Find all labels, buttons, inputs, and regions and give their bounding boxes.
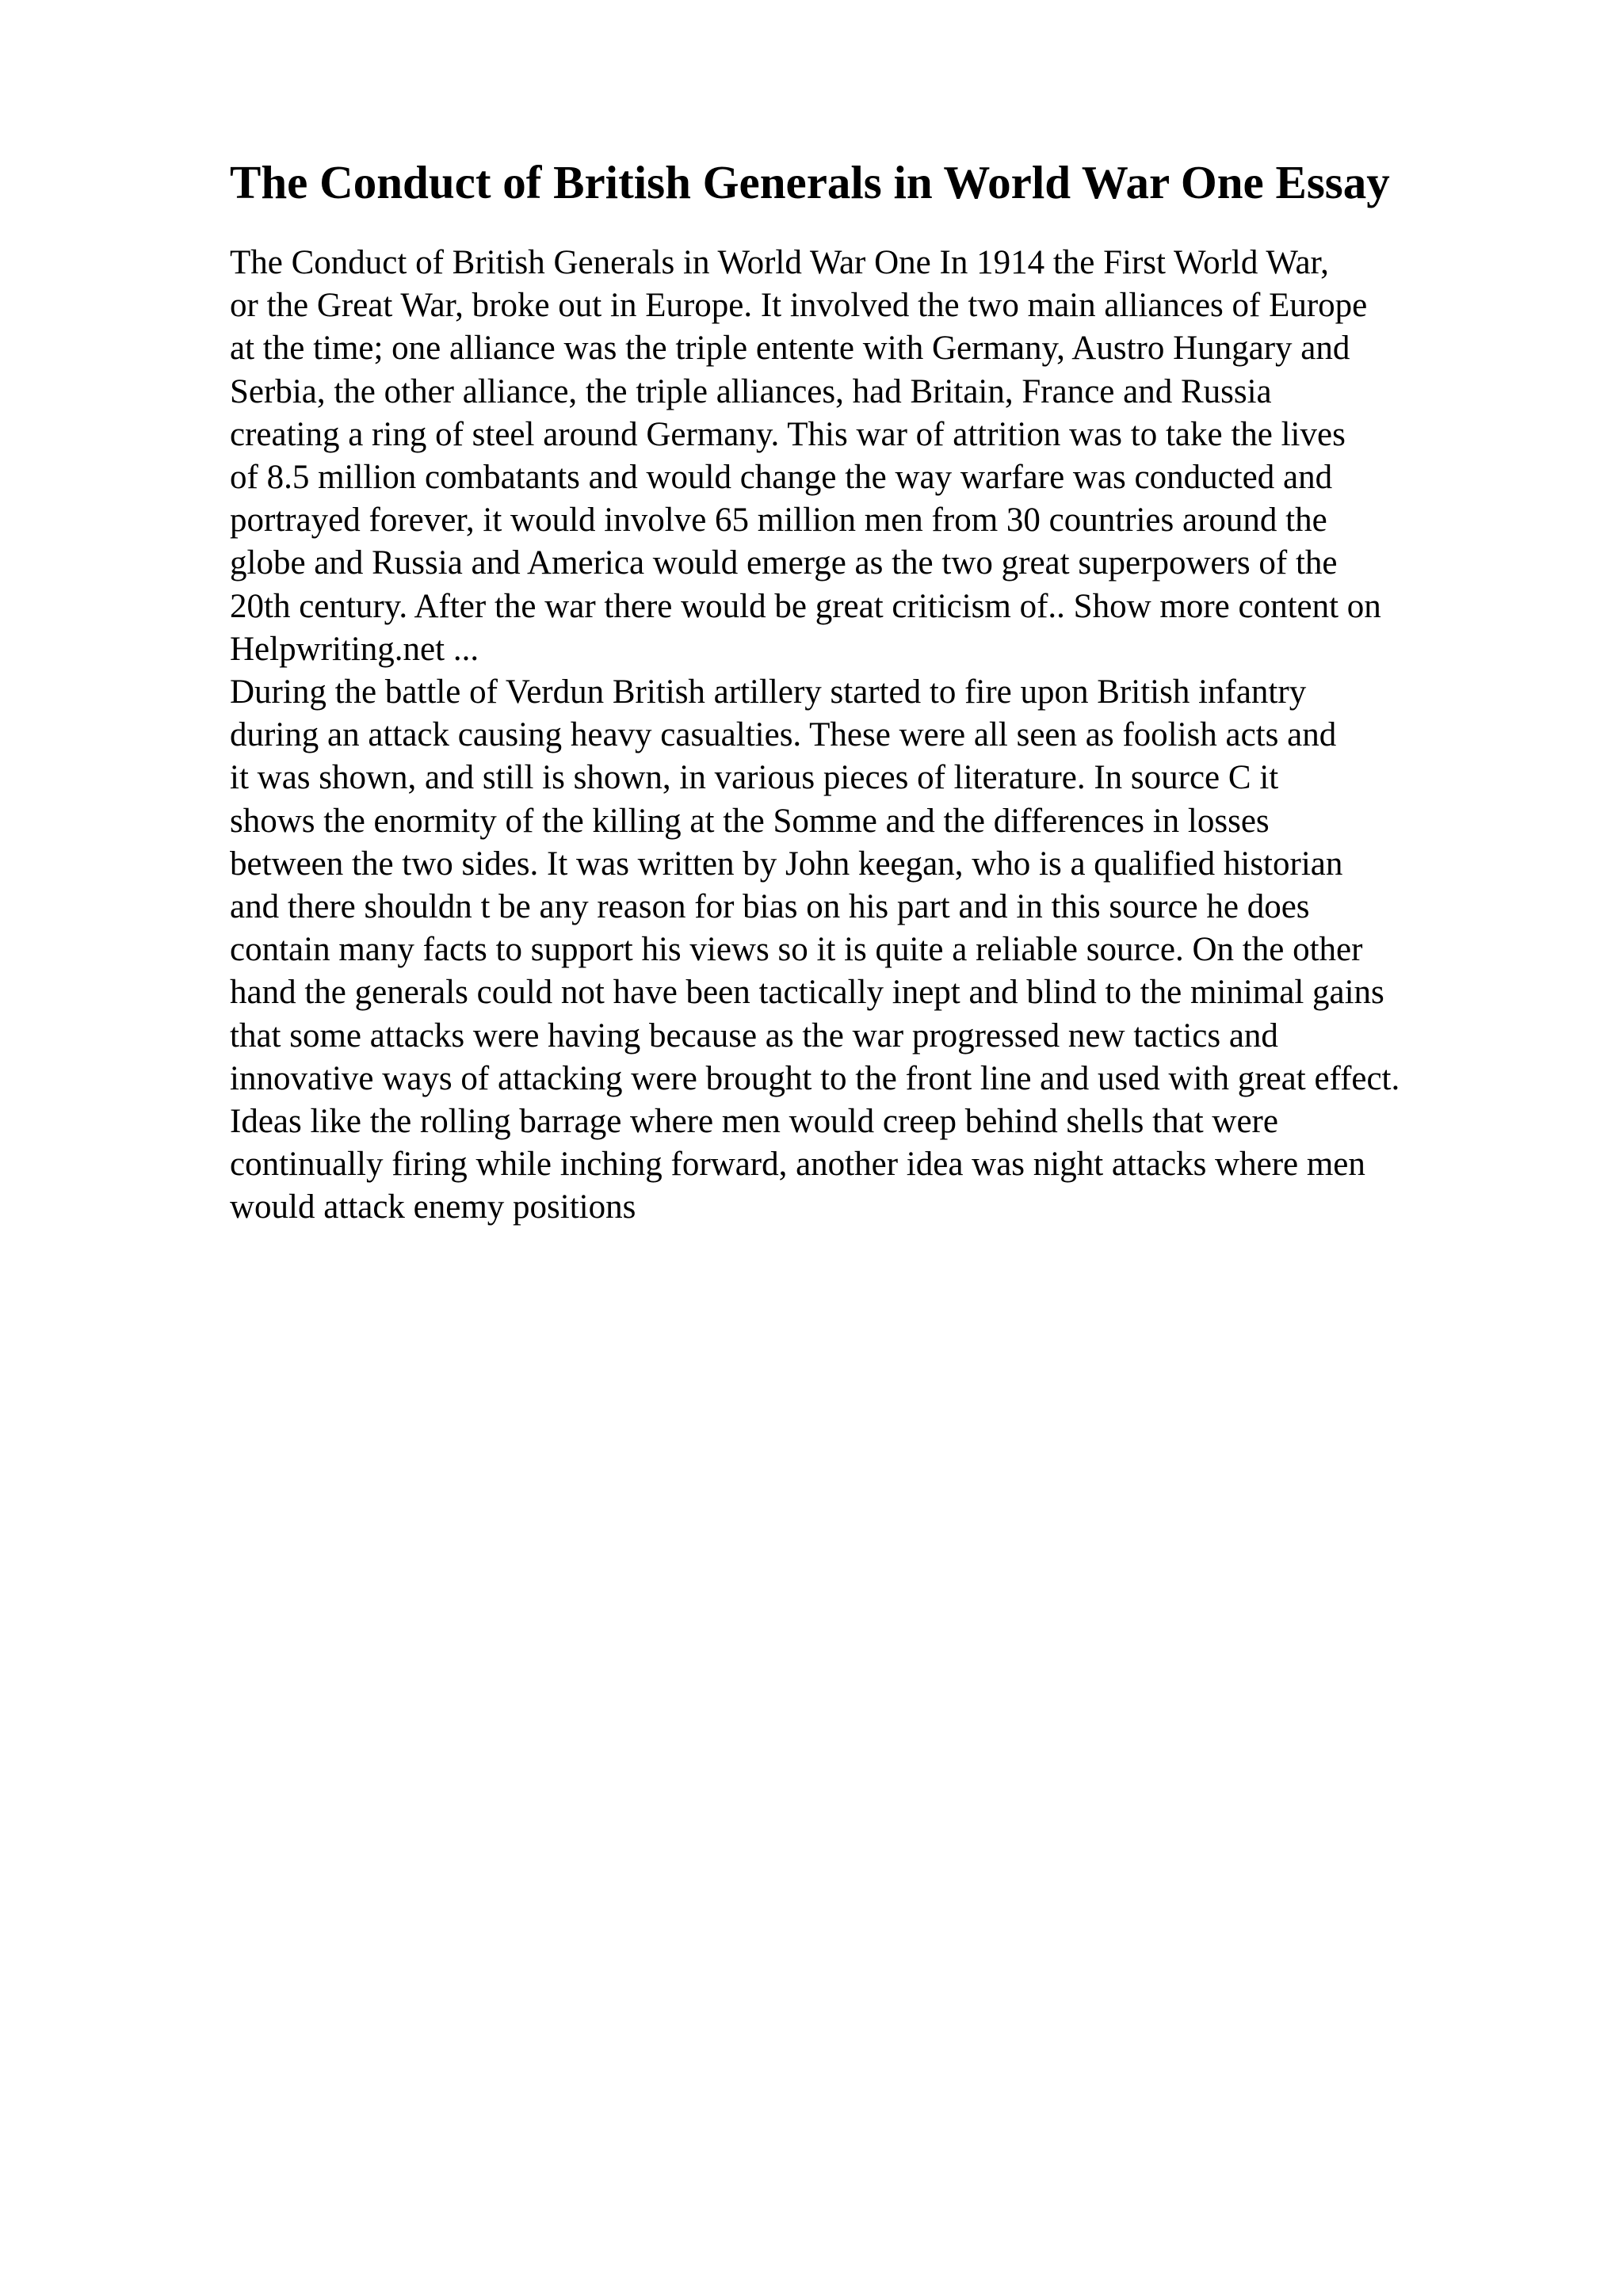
paragraph-2 [230, 671, 1545, 1230]
text-line: creating a ring of steel around Germany. This war of attrition was to take the lives [230, 415, 1346, 453]
text-line: innovative ways of attacking were brought to the front line and used with great effect. [230, 1059, 1400, 1097]
text-line: of 8.5 million combatants and would change the way warfare was conducted and [230, 459, 1333, 497]
text-line: During the battle of Verdun British artillery started to fire upon British infantry [230, 673, 1307, 711]
text-line: or the Great War, broke out in Europe. It involved the two main alliances of Europe [230, 287, 1368, 325]
text-line: and there shouldn t be any reason for bias on his part and in this source he does [230, 888, 1310, 926]
text-line: Serbia, the other alliance, the triple alliances, had Britain, France and Russia [230, 372, 1272, 410]
text-line: that some attacks were having because as the war progressed new tactics and [230, 1016, 1278, 1055]
text-line: shows the enormity of the killing at the Somme and the differences in losses [230, 802, 1270, 840]
document-title: The Conduct of British Generals in World War One Essay [230, 156, 1390, 208]
text-line: hand the generals could not have been tactically inept and blind to the minimal gains [230, 974, 1384, 1012]
text-line: would attack enemy positions [230, 1188, 636, 1226]
text-line: The Conduct of British Generals in World War One In 1914 the First World War, [230, 244, 1329, 281]
text-line: 20th century. After the war there would be great criticism of.. Show more content on [230, 587, 1381, 625]
paragraph-1 [230, 242, 1545, 671]
text-line: during an attack causing heavy casualties. These were all seen as foolish acts and [230, 716, 1337, 754]
text-line: between the two sides. It was written by John keegan, who is a qualified historian [230, 845, 1343, 883]
document-body [230, 242, 1545, 1230]
text-line: globe and Russia and America would emerge as the two great superpowers of the [230, 544, 1338, 582]
text-line: at the time; one alliance was the triple entente with Germany, Austro Hungary and [230, 330, 1350, 368]
text-line: contain many facts to support his views so it is quite a reliable source. On the other [230, 931, 1363, 969]
text-line: Helpwriting.net ... [230, 630, 479, 668]
text-line: Ideas like the rolling barrage where men would creep behind shells that were [230, 1103, 1278, 1141]
text-line: it was shown, and still is shown, in various pieces of literature. In source C it [230, 759, 1279, 797]
text-line: continually firing while inching forward, another idea was night attacks where men [230, 1146, 1365, 1184]
text-line: portrayed forever, it would involve 65 million men from 30 countries around the [230, 502, 1327, 540]
